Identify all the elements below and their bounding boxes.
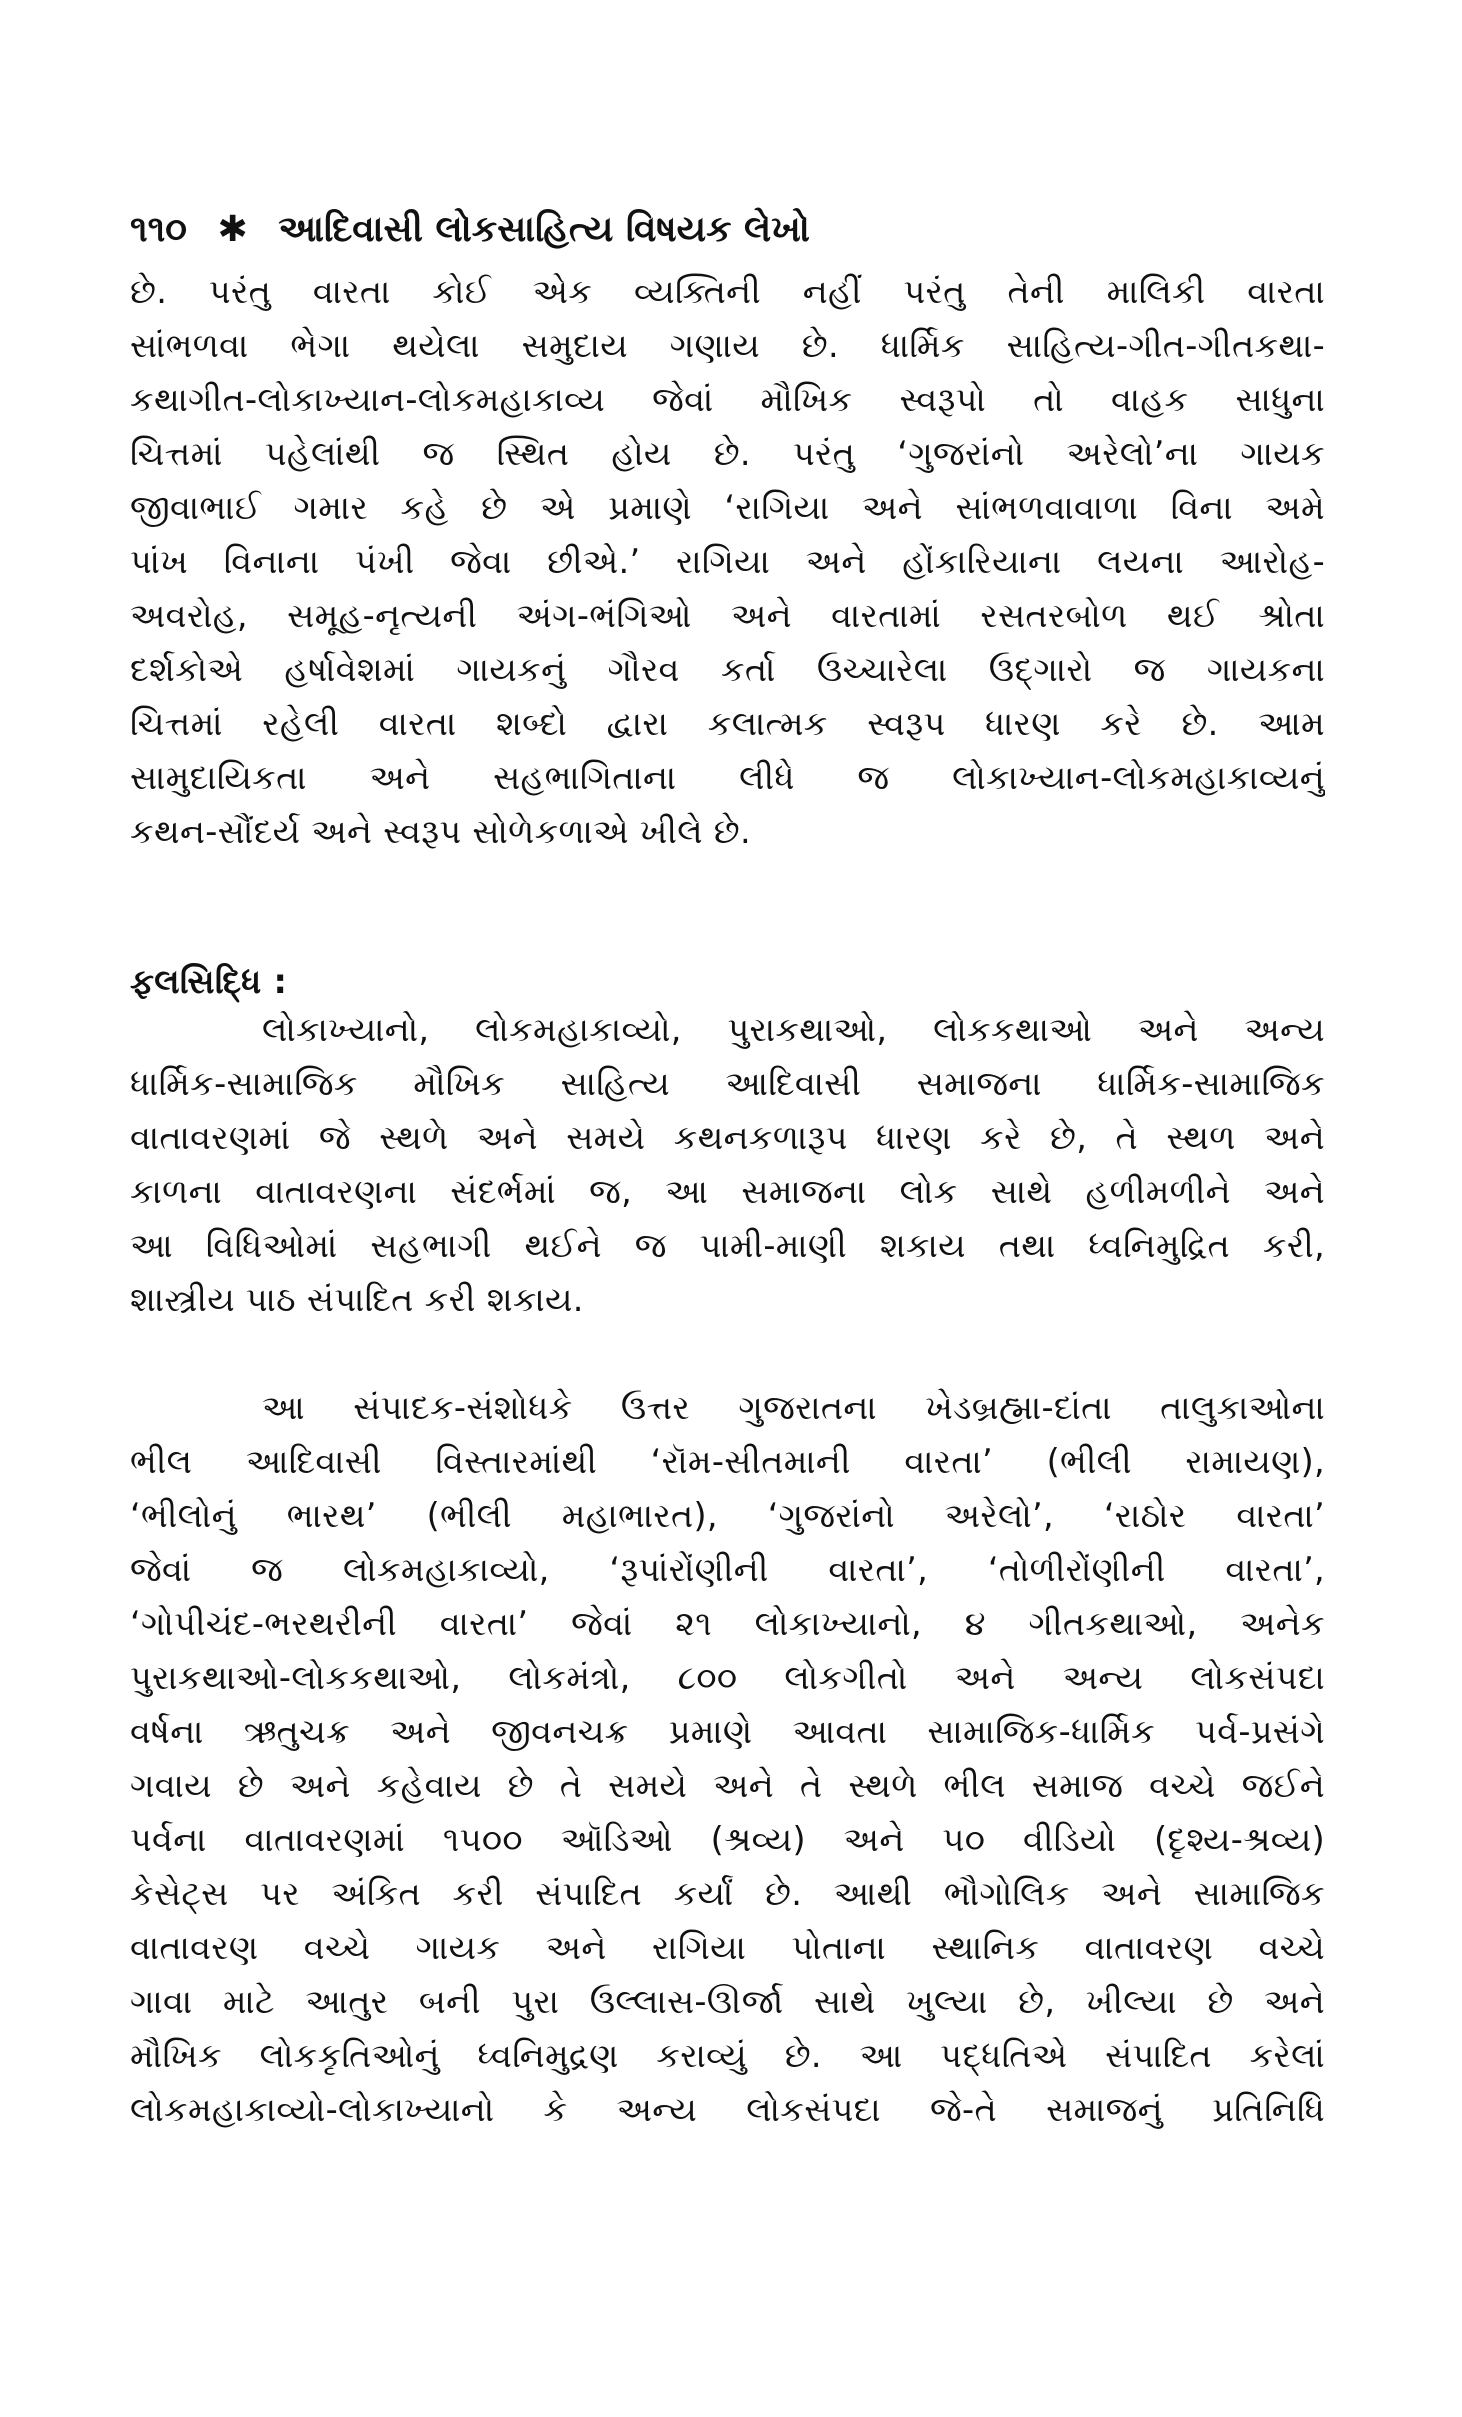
text-line: આ સંપાદક-સંશોધકે ઉત્તર ગુજરાતના ખેડબ્રહ્મા-દાંતા તાલુકાઓના [262, 1388, 1325, 1427]
paragraph-continued [130, 265, 1325, 859]
paragraph-editor-research [130, 1381, 1325, 2137]
text-line: ‘ભીલોનું ભારથ’ (ભીલી મહાભારત), ‘ગુજરાંનો અરેલો’, ‘રાઠોર વારતા’ [130, 1496, 1325, 1535]
text-line: આ વિધિઓમાં સહભાગી થઈને જ પામી-માણી શકાય તથા ધ્વનિમુદ્રિત કરી, [130, 1226, 1325, 1265]
text-line: પર્વના વાતાવરણમાં ૧૫૦૦ ઑડિઓ (શ્રવ્ય) અને ૫૦ વીડિયો (દૃશ્ય-શ્રવ્ય) [130, 1820, 1325, 1859]
text-line: લોકાખ્યાનો, લોકમહાકાવ્યો, પુરાકથાઓ, લોકકથાઓ અને અન્ય [262, 1010, 1325, 1049]
text-line: લોકમહાકાવ્યો-લોકાખ્યાનો કે અન્ય લોકસંપદા જે-તે સમાજનું પ્રતિનિધિ [130, 2090, 1325, 2129]
text-line: સાંભળવા ભેગા થયેલા સમુદાય ગણાય છે. ધાર્મિક સાહિત્ય-ગીત-ગીતકથા- [130, 326, 1325, 365]
section-heading-block [130, 955, 1325, 1009]
text-line: પુરાકથાઓ-લોકકથાઓ, લોકમંત્રો, ૮૦૦ લોકગીતો અને અન્ય લોકસંપદા [130, 1658, 1325, 1697]
text-line: અવરોહ, સમૂહ-નૃત્યની અંગ-ભંગિઓ અને વારતામાં રસતરબોળ થઈ શ્રોતા [130, 596, 1325, 635]
text-line: કથાગીત-લોકાખ્યાન-લોકમહાકાવ્ય જેવાં મૌખિક સ્વરૂપો તો વાહક સાધુના [130, 380, 1325, 419]
text-line: ગાવા માટે આતુર બની પુરા ઉલ્લાસ-ઊર્જા સાથે ખુલ્યા છે, ખીલ્યા છે અને [130, 1982, 1325, 2021]
text-line: શાસ્ત્રીય પાઠ સંપાદિત કરી શકાય. [130, 1280, 584, 1319]
running-header [130, 200, 1330, 260]
text-line: ચિત્તમાં રહેલી વારતા શબ્દો દ્વારા કલાત્મક સ્વરૂપ ધારણ કરે છે. આમ [130, 704, 1325, 743]
text-line: દર્શકોએ હર્ષાવેશમાં ગાયકનું ગૌરવ કર્તા ઉચ્ચારેલા ઉદ્ગારો જ ગાયકના [130, 650, 1325, 689]
text-line: પાંખ વિનાના પંખી જેવા છીએ.’ રાગિયા અને હોંકારિયાના લયના આરોહ- [130, 542, 1325, 581]
text-line: ચિત્તમાં પહેલાંથી જ સ્થિત હોય છે. પરંતુ ‘ગુજરાંનો અરેલો’ના ગાયક [130, 434, 1325, 473]
asterisk-ornament-icon: ✱ [217, 209, 248, 250]
text-line: મૌખિક લોકકૃતિઓનું ધ્વનિમુદ્રણ કરાવ્યું છે. આ પદ્ધતિએ સંપાદિત કરેલાં [130, 2036, 1325, 2075]
text-line: કેસેટ્સ પર અંકિત કરી સંપાદિત કર્યાં છે. આથી ભૌગોલિક અને સામાજિક [130, 1874, 1325, 1913]
page-number: ૧૧૦ [130, 209, 187, 250]
book-title: આદિવાસી લોકસાહિત્ય વિષયક લેખો [278, 209, 810, 250]
paragraph-fulfilment [130, 1003, 1325, 1327]
text-line: કાળના વાતાવરણના સંદર્ભમાં જ, આ સમાજના લોક સાથે હળીમળીને અને [130, 1172, 1325, 1211]
text-line: કથન-સૌંદર્ય અને સ્વરૂપ સોળેકળાએ ખીલે છે. [130, 812, 751, 851]
text-line: વર્ષના ઋતુચક્ર અને જીવનચક્ર પ્રમાણે આવતા સામાજિક-ધાર્મિક પર્વ-પ્રસંગે [130, 1712, 1325, 1751]
text-line: વાતાવરણ વચ્ચે ગાયક અને રાગિયા પોતાના સ્થાનિક વાતાવરણ વચ્ચે [130, 1928, 1325, 1967]
section-heading: ફલસિદ્ધિ : [130, 962, 288, 1001]
text-line: છે. પરંતુ વારતા કોઈ એક વ્યક્તિની નહીં પરંતુ તેની માલિકી વારતા [130, 272, 1325, 311]
text-line: ભીલ આદિવાસી વિસ્તારમાંથી ‘રૉમ-સીતમાની વારતા’ (ભીલી રામાયણ), [130, 1442, 1325, 1481]
text-line: ‘ગોપીચંદ-ભરથરીની વારતા’ જેવાં ૨૧ લોકાખ્યાનો, ૪ ગીતકથાઓ, અનેક [130, 1604, 1325, 1643]
text-line: ગવાય છે અને કહેવાય છે તે સમયે અને તે સ્થળે ભીલ સમાજ વચ્ચે જઈને [130, 1766, 1325, 1805]
text-line: વાતાવરણમાં જે સ્થળે અને સમયે કથનકળારૂપ ધારણ કરે છે, તે સ્થળ અને [130, 1118, 1325, 1157]
text-line: ધાર્મિક-સામાજિક મૌખિક સાહિત્ય આદિવાસી સમાજના ધાર્મિક-સામાજિક [130, 1064, 1325, 1103]
text-line: જેવાં જ લોકમહાકાવ્યો, ‘રૂપાંરોંણીની વારતા’, ‘તોળીરોંણીની વારતા’, [130, 1550, 1325, 1589]
text-line: સામુદાયિકતા અને સહભાગિતાના લીધે જ લોકાખ્યાન-લોકમહાકાવ્યનું [130, 758, 1325, 797]
text-line: જીવાભાઈ ગમાર કહે છે એ પ્રમાણે ‘રાગિયા અને સાંભળવાવાળા વિના અમે [130, 488, 1325, 527]
